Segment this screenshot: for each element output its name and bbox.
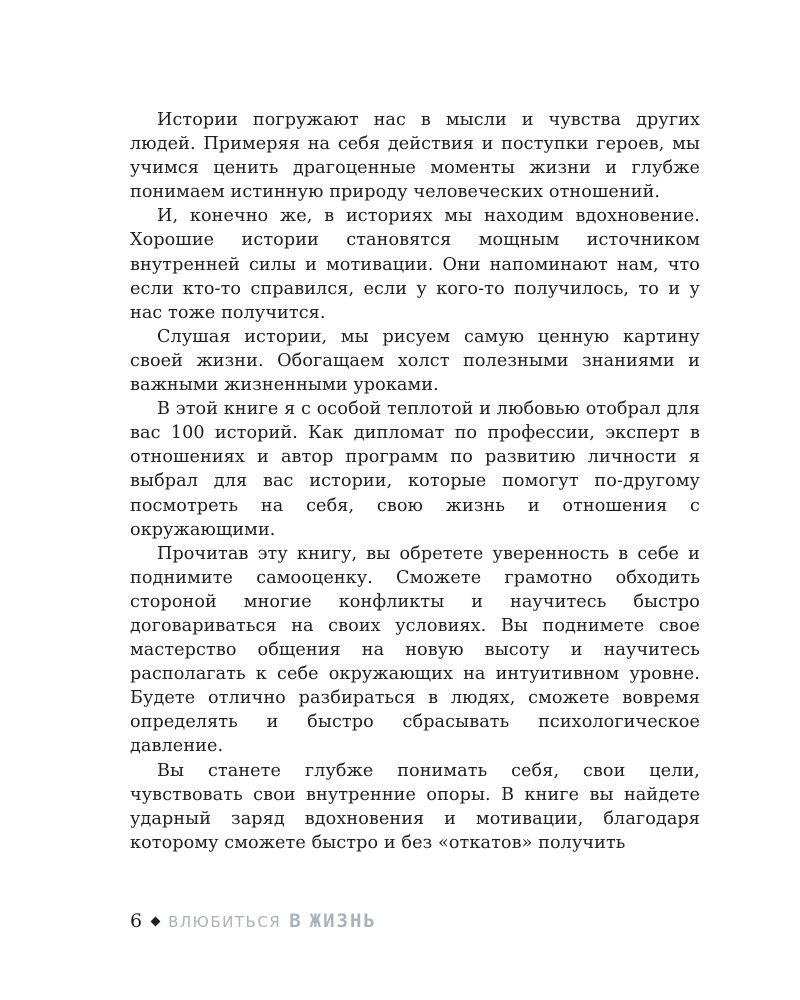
running-title-part-3: ЖИЗНЬ — [309, 910, 377, 932]
paragraph-5: Прочитав эту книгу, вы обретете уверенность в себе и поднимите самооценку. Сможете грамотно обходить стороной многие конфликты и научитесь быстро договариваться на своих условиях. Вы поднимете свое мастерство общения на новую высоту и научитесь располагать к себе окружающих на интуитивном уровне. Будете отлично разбираться в людях, сможете вовремя определять и быстро сбрасывать психологическое давление. — [130, 543, 700, 757]
paragraph-3: Слушая истории, мы рисуем самую ценную картину своей жизни. Обогащаем холст полезными знаниями и важными жизненными уроками. — [130, 326, 700, 396]
paragraph-6: Вы станете глубже понимать себя, свои цели, чувствовать свои внутренние опоры. В книге вы найдете ударный заряд вдохновения и мотивации, благодаря которому сможете быстро и без «откатов» получить — [130, 760, 700, 853]
page-footer — [130, 906, 377, 936]
paragraph-4: В этой книге я с особой теплотой и любовью отобрал для вас 100 историй. Как дипломат по профессии, эксперт в отношениях и автор программ по развитию личности я выбрал для вас истории, которые помогут по-другому посмотреть на себя, свою жизнь и отношения с окружающими. — [130, 399, 700, 540]
running-title-part-1: ВЛЮБИТЬСЯ — [168, 913, 282, 931]
page-number: 6 — [130, 910, 143, 932]
body-text — [130, 108, 700, 855]
running-title — [168, 910, 377, 932]
running-title-part-2: В — [289, 910, 302, 932]
paragraph-2: И, конечно же, в историях мы находим вдохновение. Хорошие истории становятся мощным источником внутренней силы и мотивации. Они напоминают нам, что если кто-то справился, если у кого-то получилось, то и у нас тоже получится. — [130, 206, 700, 323]
diamond-icon — [151, 916, 161, 926]
paragraph-1: Истории погружают нас в мысли и чувства других людей. Примеряя на себя действия и поступки героев, мы учимся ценить драгоценные моменты жизни и глубже понимаем истинную природу человеческих отношений. — [130, 110, 700, 203]
